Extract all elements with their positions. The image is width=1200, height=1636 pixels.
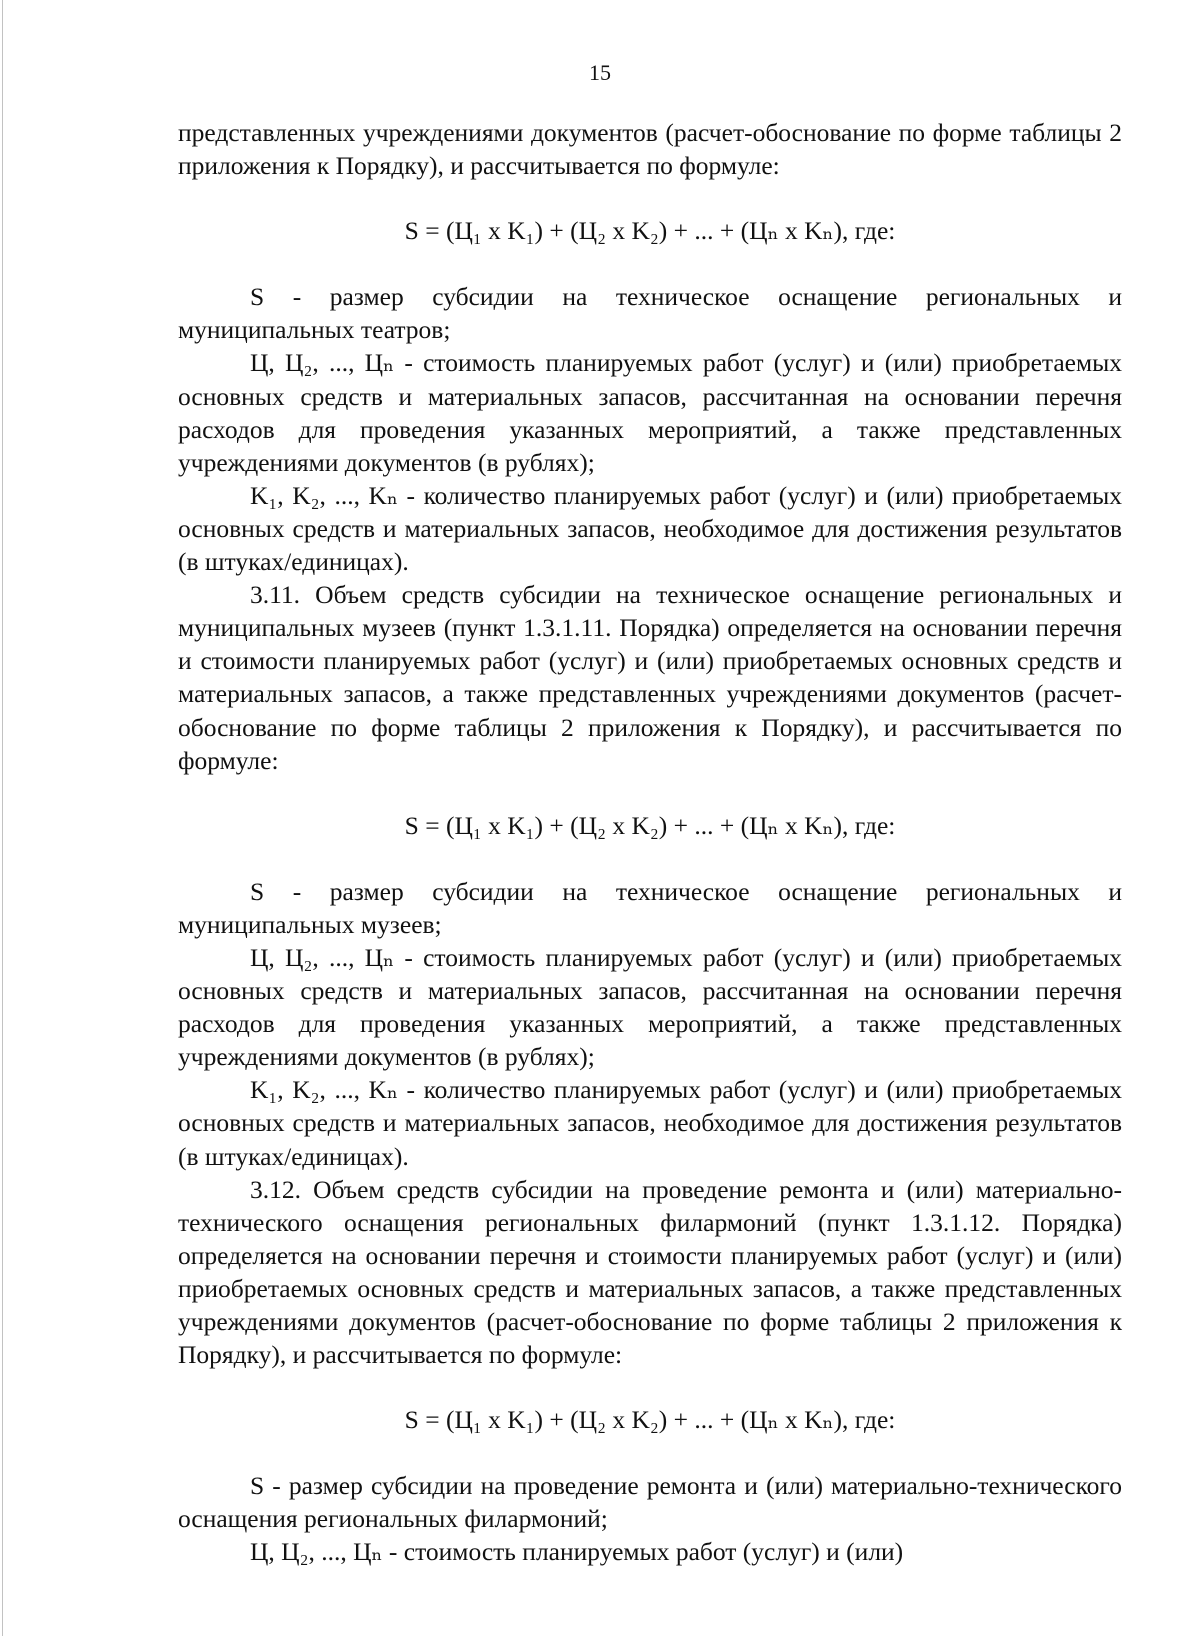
- definition-s-philharmonics: S - размер субсидии на проведение ремонта и (или) материально-технического оснащения региональных филармоний;: [178, 1471, 1122, 1534]
- definition-k-museums: K₁, K₂, ..., Kₙ - количество планируемых работ (услуг) и (или) приобретаемых основных средств и материальных запасов, необходимое для достижения результатов (в штуках/единицах).: [178, 1075, 1122, 1171]
- clause-3-12: 3.12. Объем средств субсидии на проведение ремонта и (или) материально-технического оснащения региональных филармоний (пункт 1.3.1.12. Порядка) определяется на основании перечня и стоимости планируемых работ (услуг) и (или) приобретаемых основных средств и материальных запасов, а также представленных учреждениями документов (расчет-обоснование по форме таблицы 2 приложения к Порядку), и рассчитывается по формуле:: [178, 1174, 1122, 1370]
- document-body: [178, 116, 1122, 1569]
- definition-c-theaters: Ц, Ц₂, ..., Цₙ - стоимость планируемых работ (услуг) и (или) приобретаемых основных средств и материальных запасов, рассчитанная на основании перечня расходов для проведения указанных мероприятий, а также представленных учреждениями документов (в рублях);: [178, 348, 1122, 477]
- definition-c-philharmonics: Ц, Ц₂, ..., Цₙ - стоимость планируемых работ (услуг) и (или): [250, 1537, 904, 1567]
- scan-edge-line: [2, 0, 3, 1636]
- formula-museums: S = (Ц₁ x K₁) + (Ц₂ x K₂) + ... + (Цₙ x Kₙ), где:: [404, 810, 896, 840]
- clause-3-11: 3.11. Объем средств субсидии на техническое оснащение региональных и муниципальных музеев (пункт 1.3.1.11. Порядка) определяется на основании перечня и стоимости планируемых работ (услуг) и (или) приобретаемых основных средств и материальных запасов, а также представленных учреждениями документов (расчет-обоснование по форме таблицы 2 приложения к Порядку), и рассчитывается по формуле:: [178, 580, 1122, 775]
- formula-theaters: S = (Ц₁ x K₁) + (Ц₂ x K₂) + ... + (Цₙ x Kₙ), где:: [404, 216, 896, 246]
- paragraph-continuation: представленных учреждениями документов (расчет-обоснование по форме таблицы 2 приложения к Порядку), и рассчитывается по формуле:: [178, 118, 1122, 181]
- definition-s-theaters: S - размер субсидии на техническое оснащение региональных и муниципальных театров;: [178, 282, 1122, 345]
- formula-philharmonics: S = (Ц₁ x K₁) + (Ц₂ x K₂) + ... + (Цₙ x Kₙ), где:: [404, 1405, 896, 1435]
- definition-k-theaters: K₁, K₂, ..., Kₙ - количество планируемых работ (услуг) и (или) приобретаемых основных средств и материальных запасов, необходимое для достижения результатов (в штуках/единицах).: [178, 480, 1122, 577]
- definition-s-museums: S - размер субсидии на техническое оснащение региональных и муниципальных музеев;: [178, 876, 1122, 939]
- definition-c-museums: Ц, Ц₂, ..., Цₙ - стоимость планируемых работ (услуг) и (или) приобретаемых основных средств и материальных запасов, рассчитанная на основании перечня расходов для проведения указанных мероприятий, а также представленных учреждениями документов (в рублях);: [178, 942, 1122, 1072]
- page-number: 15: [589, 60, 611, 85]
